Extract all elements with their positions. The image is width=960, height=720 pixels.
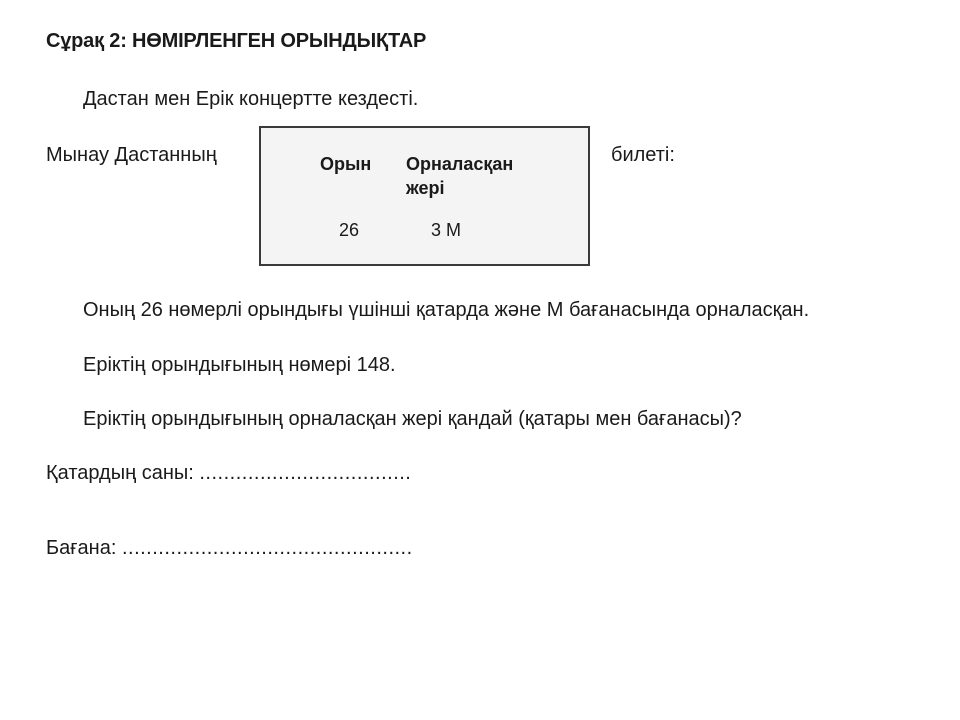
answer-column-label: Бағана:: [46, 537, 117, 559]
seat-location-statement: Оның 26 нөмерлі орындығы үшінші қатарда және M бағанасында орналасқан.: [83, 299, 810, 321]
ticket-seat-header: Орын: [320, 154, 372, 174]
answer-column-line[interactable]: [46, 537, 413, 560]
ticket-location-value: 3 M: [431, 220, 462, 240]
ticket-seat-value: 26: [339, 220, 360, 240]
question-text: Еріктің орындығының орналасқан жері қандай (қатары мен бағанасы)?: [83, 408, 742, 430]
erik-seat-number-statement: Еріктің орындығының нөмері 148.: [83, 354, 396, 376]
answer-row-line[interactable]: [46, 462, 411, 485]
ticket-prefix-text: Мынау Дастанның: [46, 144, 217, 166]
question-title: Сұрақ 2: НӨМІРЛЕНГЕН ОРЫНДЫҚТАР: [46, 30, 427, 52]
ticket-location-header-line2: жері: [406, 178, 445, 198]
answer-row-label: Қатардың саны:: [46, 462, 194, 484]
ticket-suffix-text: билеті:: [611, 144, 675, 166]
answer-column-blank[interactable]: ................................................: [121, 537, 413, 559]
ticket-location-header-line1: Орналасқан: [406, 154, 514, 174]
answer-row-blank[interactable]: ...................................: [199, 462, 412, 484]
ticket-box: [259, 126, 590, 266]
intro-text: Дастан мен Ерік концертте кездесті.: [83, 88, 419, 110]
